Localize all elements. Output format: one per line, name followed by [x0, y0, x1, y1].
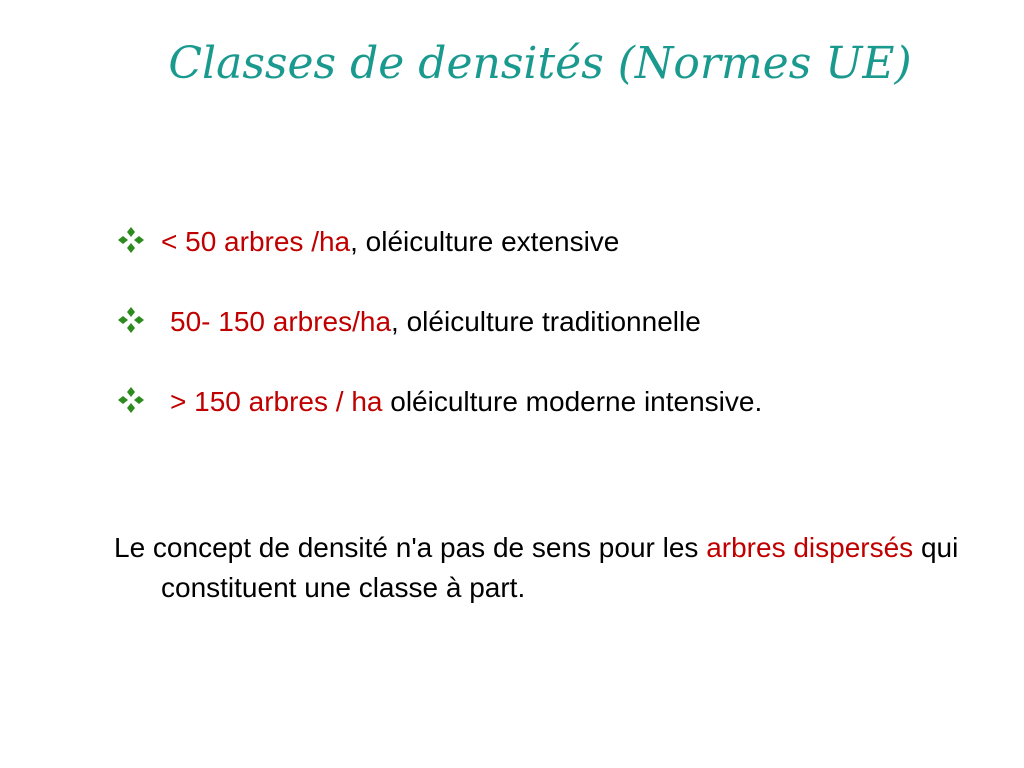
density-class: oléiculture moderne intensive.	[382, 386, 763, 417]
bullet-text	[170, 302, 701, 342]
density-class: , oléiculture extensive	[350, 226, 620, 257]
note-highlight: arbres dispersés	[706, 532, 914, 563]
bullet-text	[170, 382, 762, 422]
bullet-text	[161, 222, 619, 262]
bullet-item	[116, 382, 976, 462]
slide-title: Classes de densités (Normes UE)	[168, 38, 912, 89]
four-diamond-bullet-icon	[116, 385, 146, 415]
density-range: < 50 arbres /ha	[161, 226, 351, 257]
four-diamond-bullet-icon	[116, 305, 146, 335]
note-text-start: Le concept de densité n'a pas de sens pour les	[114, 532, 707, 563]
density-class: , oléiculture traditionnelle	[391, 306, 701, 337]
bullet-item	[116, 302, 976, 382]
note-paragraph	[114, 528, 1001, 608]
note-text-end: qui constituent une classe à part.	[161, 532, 959, 603]
bullet-item	[116, 222, 976, 302]
bullet-list	[116, 222, 976, 462]
density-range: > 150 arbres / ha	[170, 386, 383, 417]
density-range: 50- 150 arbres/ha	[170, 306, 392, 337]
four-diamond-bullet-icon	[116, 225, 146, 255]
